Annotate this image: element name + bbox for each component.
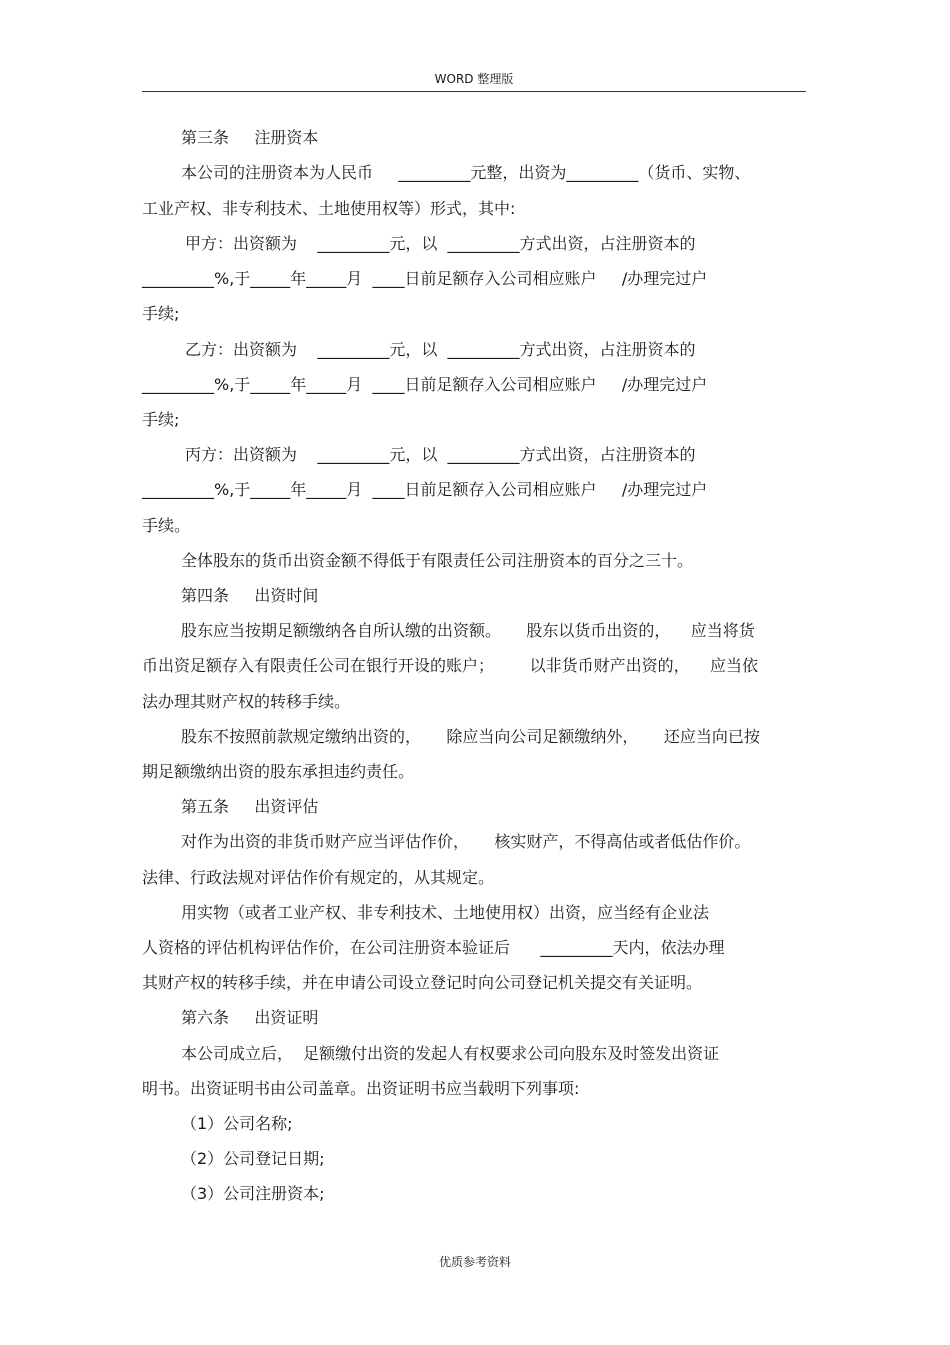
body-line: 丙方：出资额为 _________元，以 _________方式出资，占注册资本的 <box>185 445 696 464</box>
body-line: 乙方：出资额为 _________元，以 _________方式出资，占注册资本的 <box>185 340 696 359</box>
header-rule <box>142 91 806 92</box>
body-line: 工业产权、非专利技术、土地使用权等）形式，其中: <box>142 199 516 218</box>
body-line: 法律、行政法规对评估作价有规定的，从其规定。 <box>142 868 495 887</box>
body-line: 手续; <box>142 304 180 323</box>
body-line: 股东应当按期足额缴纳各自所认缴的出资额。 股东以货币出资的， 应当将货 <box>181 621 755 640</box>
body-line: 对作为出资的非货币财产应当评估作价， 核实财产，不得高估或者低估作价。 <box>181 832 751 851</box>
list-item: （2）公司登记日期; <box>181 1149 325 1168</box>
page-header: WORD 整理版 <box>434 72 514 86</box>
body-line: _________%,于_____年_____月 ____日前足额存入公司相应账户 /办理完过户 <box>142 375 708 394</box>
body-line: 其财产权的转移手续，并在申请公司设立登记时向公司登记机关提交有关证明。 <box>142 973 703 992</box>
body-line: 股东不按照前款规定缴纳出资的， 除应当向公司足额缴纳外， 还应当向已按 <box>181 727 760 746</box>
list-item: （1）公司名称; <box>181 1114 293 1133</box>
body-line: 甲方：出资额为 _________元，以 _________方式出资，占注册资本的 <box>185 234 696 253</box>
body-line: 币出资足额存入有限责任公司在银行开设的账户； 以非货币财产出资的， 应当依 <box>142 656 758 675</box>
body-line: _________%,于_____年_____月 ____日前足额存入公司相应账户 /办理完过户 <box>142 480 708 499</box>
article-3-heading: 第三条 注册资本 <box>181 128 319 147</box>
article-5-heading: 第五条 出资评估 <box>181 797 319 816</box>
article-4-heading: 第四条 出资时间 <box>181 586 319 605</box>
body-line: 本公司成立后， 足额缴付出资的发起人有权要求公司向股东及时签发出资证 <box>181 1044 720 1063</box>
body-line: 期足额缴纳出资的股东承担违约责任。 <box>142 762 415 781</box>
body-line: 本公司的注册资本为人民币 _________元整，出资为_________（货币、实物、 <box>181 163 751 182</box>
body-line: 法办理其财产权的转移手续。 <box>142 692 351 711</box>
body-line: _________%,于_____年_____月 ____日前足额存入公司相应账户 /办理完过户 <box>142 269 708 288</box>
body-line: 手续。 <box>142 516 191 535</box>
body-line: 手续; <box>142 410 180 429</box>
page-footer: 优质参考资料 <box>438 1255 511 1269</box>
body-line: 明书。出资证明书由公司盖章。出资证明书应当载明下列事项: <box>142 1079 580 1098</box>
list-item: （3）公司注册资本; <box>181 1184 325 1203</box>
body-line: 人资格的评估机构评估作价，在公司注册资本验证后 _________天内，依法办理 <box>142 938 725 957</box>
body-line: 全体股东的货币出资金额不得低于有限责任公司注册资本的百分之三十。 <box>181 551 694 570</box>
body-line: 用实物（或者工业产权、非专利技术、土地使用权）出资，应当经有企业法 <box>181 903 710 922</box>
article-6-heading: 第六条 出资证明 <box>181 1008 319 1027</box>
